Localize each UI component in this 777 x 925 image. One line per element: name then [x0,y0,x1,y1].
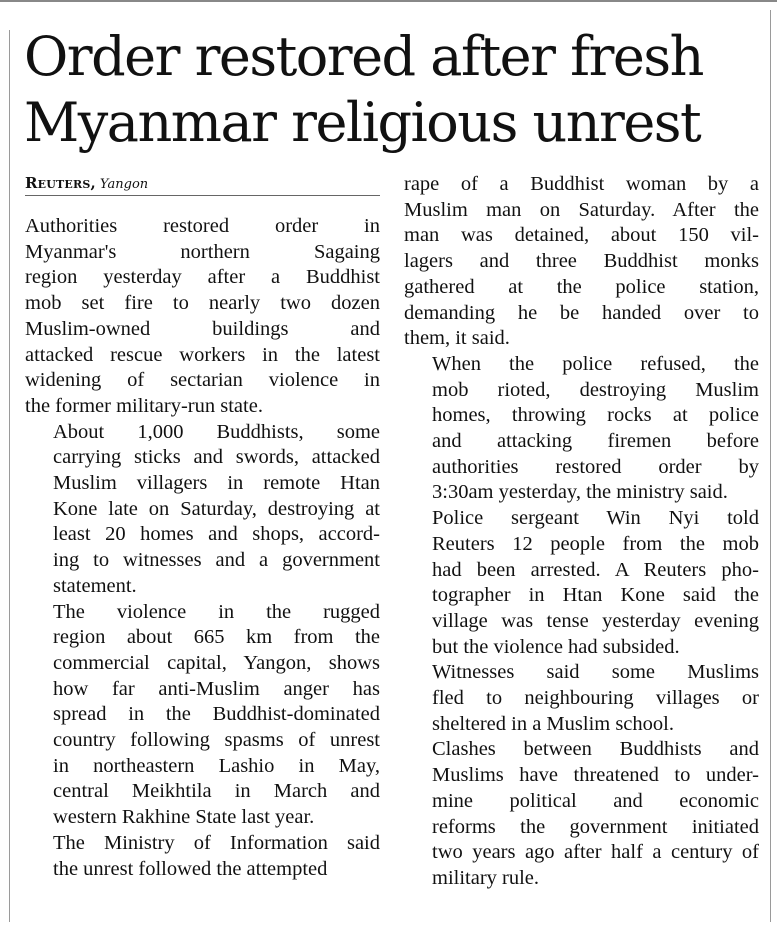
article-paragraph [25,214,380,420]
text-line: Police sergeant Win Nyi told [432,507,759,530]
article-paragraph [404,660,759,737]
text-line: rape of a Buddhist woman by a [404,173,759,195]
text-line: them, it said. [404,327,510,350]
text-line: mine political and economic [432,789,759,812]
byline [25,173,380,196]
text-line: tographer in Htan Kone said the [432,584,759,607]
text-line: The violence in the rugged [53,600,380,623]
text-line: Muslim-owned buildings and [25,317,380,340]
text-line: western Rakhine State last year. [53,806,315,829]
text-line: central Meikhtila in March and [53,780,380,803]
text-line: the former military-run state. [25,394,263,417]
text-line: country following spasms of unrest [53,729,380,752]
article-column-1 [25,214,380,882]
article-paragraph [404,506,759,660]
article-paragraph [25,420,380,600]
text-line: least 20 homes and shops, accord- [53,523,380,546]
text-line: lagers and three Buddhist monks [404,250,759,273]
text-line: statement. [53,574,137,597]
article-paragraph [25,831,380,882]
text-line: attacked rescue workers in the latest [25,343,380,366]
text-line: region yesterday after a Buddhist [25,266,380,289]
article-paragraph [25,600,380,831]
article-paragraph [404,737,759,891]
text-line: About 1,000 Buddhists, some [53,420,380,443]
text-line: fled to neighbouring villages or [432,687,759,710]
left-column-rule [9,30,10,922]
text-line: Authorities restored order in [25,215,380,237]
text-line: gathered at the police station, [404,275,759,298]
text-line: When the police refused, the [432,352,759,375]
text-line: Muslims have threatened to under- [432,764,759,787]
text-line: how far anti-Muslim anger has [53,677,380,700]
text-line: in northeastern Lashio in May, [53,754,380,777]
text-line: Myanmar's northern Sagaing [25,240,380,263]
text-line: spread in the Buddhist-dominated [53,703,380,726]
text-line: 3:30am yesterday, the ministry said. [432,481,728,504]
article-paragraph [404,352,759,506]
text-line: commercial capital, Yangon, shows [53,651,380,674]
text-line: Witnesses said some Muslims [432,661,759,684]
text-line: Clashes between Buddhists and [432,738,759,761]
text-line: reforms the government initiated [432,815,759,838]
byline-agency: Reuters, [25,174,96,192]
byline-location: Yangon [99,177,149,192]
headline-line-1: Order restored after fresh [24,25,703,88]
text-line: sheltered in a Muslim school. [432,712,674,735]
article-paragraph [404,172,759,352]
text-line: authorities restored order by [432,455,759,478]
text-line: mob set fire to nearly two dozen [25,292,380,315]
text-line: carrying sticks and swords, attacked [53,446,380,469]
text-line: Kone late on Saturday, destroying at [53,497,380,520]
text-line: ing to witnesses and a government [53,549,380,572]
text-line: mob rioted, destroying Muslim [432,378,759,401]
text-line: had been arrested. A Reuters pho- [432,558,759,581]
text-line: Reuters 12 people from the mob [432,532,759,555]
text-line: military rule. [432,866,540,889]
text-line: two years ago after half a century of [432,841,759,864]
article-column-2 [404,172,759,892]
text-line: but the violence had subsided. [432,635,680,658]
text-line: homes, throwing rocks at police [432,404,759,427]
text-line: village was tense yesterday evening [432,609,759,632]
headline-line-2: Myanmar religious unrest [24,91,701,154]
right-column-rule [770,10,771,922]
text-line: man was detained, about 150 vil- [404,224,759,247]
text-line: Muslim villagers in remote Htan [53,472,380,495]
text-line: region about 665 km from the [53,626,380,649]
text-line: Muslim man on Saturday. After the [404,198,759,221]
text-line: and attacking firemen before [432,430,759,453]
text-line: demanding he be handed over to [404,301,759,324]
article-headline [24,24,764,156]
text-line: widening of sectarian violence in [25,369,380,392]
text-line: the unrest followed the attempted [53,857,328,880]
text-line: The Ministry of Information said [53,831,380,854]
